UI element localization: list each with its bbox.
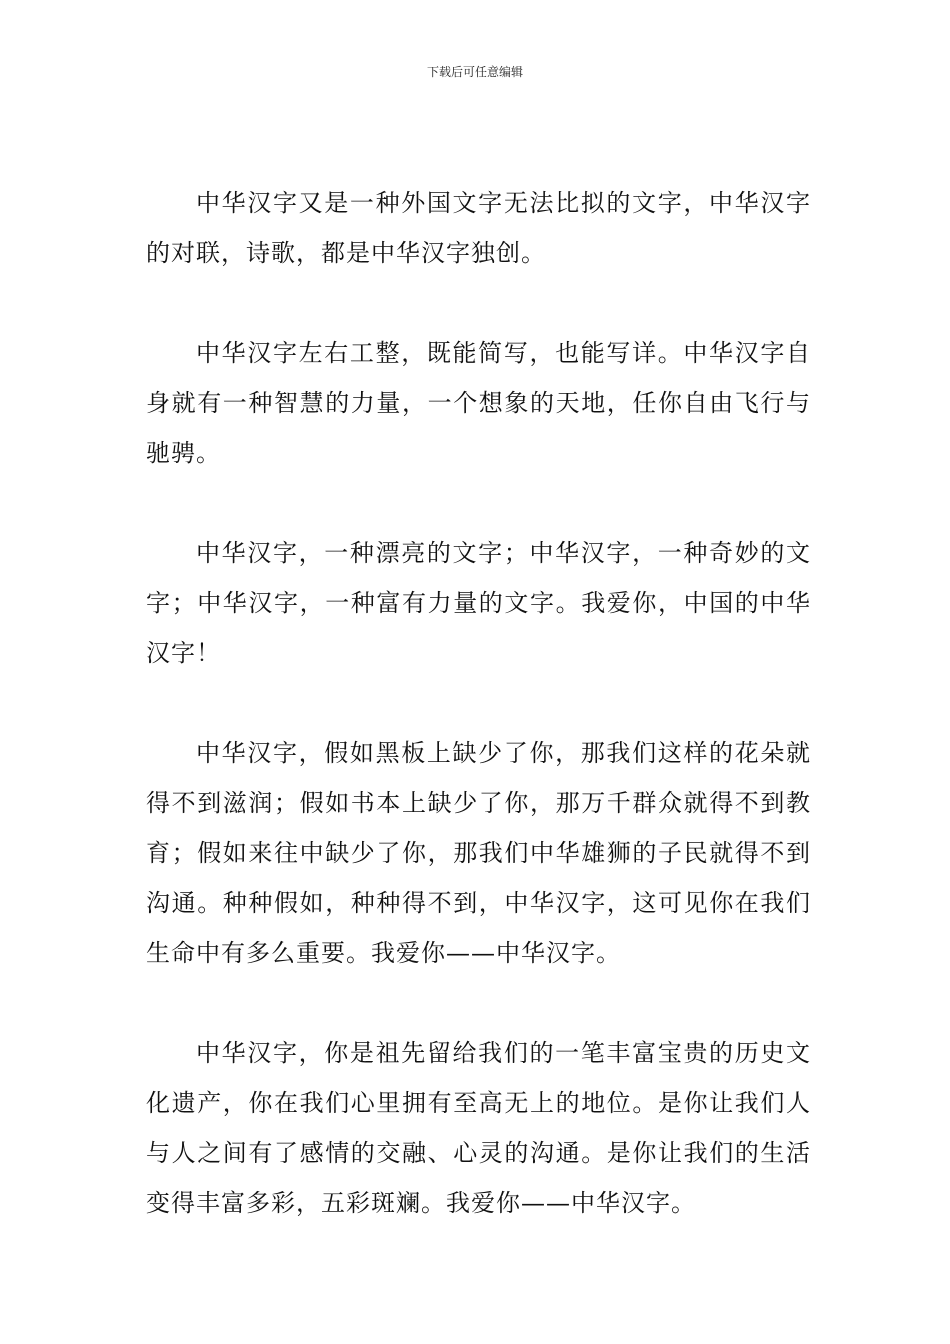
paragraph: 中华汉字左右工整，既能简写，也能写详。中华汉字自身就有一种智慧的力量，一个想象的天地，任你自由飞行与驰骋。 [146, 339, 811, 467]
paragraph: 中华汉字，你是祖先留给我们的一笔丰富宝贵的历史文化遗产，你在我们心里拥有至高无上的地位。是你让我们人与人之间有了感情的交融、心灵的沟通。是你让我们的生活变得丰富多彩，五彩斑斓。我爱你——中华汉字。 [146, 1039, 811, 1217]
paragraph: 中华汉字，假如黑板上缺少了你，那我们这样的花朵就得不到滋润；假如书本上缺少了你，那万千群众就得不到教育；假如来往中缺少了你，那我们中华雄狮的子民就得不到沟通。种种假如，种种得不到，中华汉字，这可见你在我们生命中有多么重要。我爱你——中华汉字。 [146, 739, 811, 967]
paragraph: 中华汉字，一种漂亮的文字；中华汉字，一种奇妙的文字；中华汉字，一种富有力量的文字。我爱你，中国的中华汉字！ [146, 539, 811, 667]
page-header: 下载后可任意编辑 [426, 65, 523, 79]
document-body [146, 178, 811, 1228]
paragraph: 中华汉字又是一种外国文字无法比拟的文字，中华汉字的对联，诗歌，都是中华汉字独创。 [146, 189, 811, 267]
